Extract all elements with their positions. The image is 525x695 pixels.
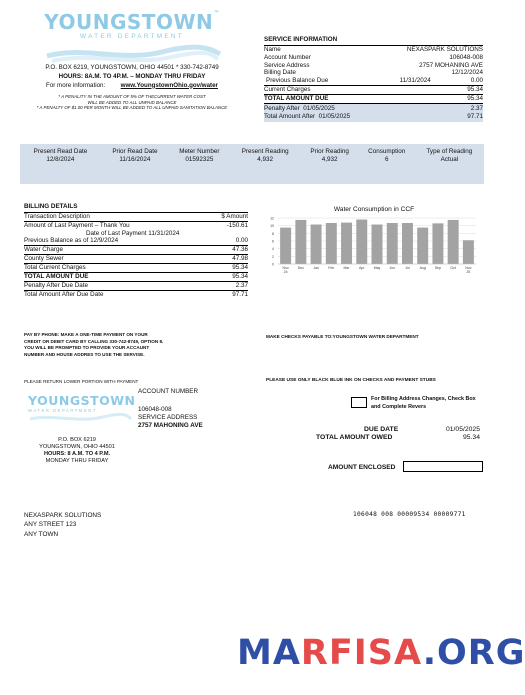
readings-value: 11/16/2024 — [119, 155, 151, 163]
consumption-chart — [264, 206, 484, 288]
mailing-line-1: NEXASPARK SOLUTIONS — [24, 512, 102, 519]
stub-logo-title: YOUNGSTOWN — [28, 393, 136, 408]
logo-subtitle: WATER DEPARTMENT — [80, 33, 184, 40]
prev-balance-billing-label: Previous Balance as of 12/9/2024 — [24, 237, 119, 245]
header-hours: HOURS: 8A.M. TO 4P.M. – MONDAY THRU FRIDAY — [58, 72, 206, 80]
checks-payable-note: MAKE CHECKS PAYABLE TO:YOUNGSTOWN WATER DEPARTMENT — [266, 334, 419, 339]
penalty-after-due-label: Penalty After Due Date — [24, 281, 89, 289]
mailing-line-2: ANY STREET 123 — [24, 521, 77, 529]
water-charge-label: Water Charge — [24, 246, 63, 254]
pay-by-phone-note: PAY BY PHONE: MAKE A ONE-TIME PAYMENT ON YOUR CREDIT OR DEBIT CARD BY CALLING 330-742-8749, OPTION 8. YOU WILL BE PROMPTED TO PROVIDE YOUR ACCAUNT NUMBER AND HOUSE ADDRES TO USE THE SERVISE. — [24, 332, 164, 357]
total-after-due-value: 97.71 — [232, 290, 248, 298]
chart-ytick-label: 10 — [270, 224, 274, 229]
readings-value: 12/8/2024 — [46, 155, 75, 163]
watermark-part-a: MA — [237, 633, 301, 673]
total-current-value: 95.34 — [232, 264, 248, 272]
chart-xtick-label: Nov 25 — [465, 266, 472, 275]
name-label: Name — [264, 45, 281, 53]
stub-city: YOUNGSTOWN, OHIO 44501 — [39, 443, 115, 450]
total-after-due-label: Total Amount After Due Date — [24, 290, 104, 298]
readings-value: 6 — [384, 155, 389, 163]
total-due-label: TOTAL AMOUNT DUE — [264, 95, 329, 103]
chart-ytick-label: 8 — [272, 232, 274, 237]
chart-xtick-label: Oct — [450, 266, 456, 271]
readings-value: 01592325 — [185, 155, 214, 163]
chart-bar — [448, 220, 459, 264]
chart-xtick-label: Dec — [297, 266, 304, 271]
logo-wave-icon — [42, 42, 222, 64]
account-value: 106048-008 — [449, 53, 483, 61]
chart-xtick-label: Mar — [343, 266, 350, 271]
chart-ytick-label: 2 — [272, 255, 274, 260]
readings-value-row — [20, 156, 484, 164]
billing-total-due-value: 95.34 — [232, 272, 248, 280]
stub-logo-wave-icon — [28, 413, 132, 423]
chart-xtick-label: Sep — [434, 266, 442, 271]
info-label: For more information: — [46, 81, 106, 89]
chart-xtick-label: Jan — [313, 266, 319, 271]
stub-hours: HOURS: 8 A.M. TO 4 P.M. — [43, 450, 111, 457]
watermark — [237, 632, 525, 676]
last-payment-value: -150.61 — [226, 221, 248, 229]
service-address-value: 2757 MOHANING AVE — [419, 61, 483, 69]
chart-bar — [432, 224, 443, 265]
chart-xtick-label: Feb — [328, 266, 335, 271]
stub-po-box: P.O. BOX 6219 — [58, 437, 96, 443]
info-link[interactable]: www.YoungstownOhio.gov/water — [120, 81, 218, 89]
total-after-value: 97.71 — [467, 112, 483, 120]
total-after-label: Total Amount After — [264, 112, 316, 120]
water-charge-value: 47.36 — [232, 246, 248, 254]
penalty-after-date: 01/05/2025 — [303, 104, 335, 112]
amount-enclosed-label: AMOUNT ENCLOSED — [328, 464, 396, 471]
due-date-value: 01/05/2025 — [445, 426, 480, 433]
prev-balance-label: Previous Balance Due — [266, 77, 329, 85]
stub-account-value: 106048-008 — [138, 405, 172, 413]
stub-days: MONDAY THRU FRIDAY — [45, 457, 109, 464]
readings-header: Prior Reading — [310, 148, 349, 155]
stub-service-value: 2757 MAHONING AVE — [138, 421, 203, 429]
chart-bar — [402, 223, 413, 264]
chart-xtick-label: Jun — [389, 266, 396, 271]
account-label: Account Number — [264, 53, 311, 61]
logo — [42, 10, 222, 64]
stub-service-label: SERVICE ADDRESS — [138, 413, 198, 421]
chart-bar — [326, 223, 337, 264]
penalty-after-due-value: 2.37 — [235, 281, 248, 289]
logo-title: YOUNGSTOWN — [44, 10, 214, 34]
readings-header: Meter Number — [179, 148, 220, 155]
chart-bar — [311, 225, 322, 264]
penalty-after-value: 2.37 — [470, 104, 483, 112]
service-address-label: Service Address — [264, 61, 310, 69]
readings-header: Type of Reading — [426, 148, 473, 155]
chart-bar — [372, 225, 383, 264]
chart-bar — [417, 228, 428, 264]
penalty-note-1a: * A PENALITY IN THE AMOUNT OF 5% OF THECURRENT WATER COST — [58, 94, 206, 100]
total-current-label: Total Current Charges — [24, 264, 86, 272]
due-date-label: DUE DATE — [364, 426, 399, 433]
prev-balance-billing-value: 0.00 — [235, 237, 248, 245]
county-sewer-label: County Sewer — [24, 255, 64, 263]
total-owed-value: 95.34 — [462, 434, 480, 442]
readings-value: 4,932 — [257, 155, 274, 163]
chart-ytick-label: 6 — [272, 239, 274, 244]
billing-details — [24, 203, 248, 298]
chart-ytick-label: 0 — [272, 262, 274, 267]
chart-bar — [387, 223, 398, 264]
chart-bar — [280, 228, 291, 264]
chart-xtick-label: May — [373, 266, 381, 271]
name-value: NEXASPARK SOLUTIONS — [406, 45, 483, 53]
service-info-title: SERVICE INFORMATION — [264, 36, 483, 46]
penalty-after-label: Penalty After — [264, 104, 300, 112]
total-after-date: 01/05/2025 — [318, 112, 351, 120]
current-charges-label: Current Charges — [264, 86, 311, 94]
prev-balance-value: 0.00 — [470, 77, 483, 85]
billing-total-due-label: TOTAL AMOUNT DUE — [24, 272, 89, 280]
chart-bar — [356, 220, 367, 264]
watermark-part-c: .ORG — [422, 633, 525, 673]
readings-header: Prior Read Date — [112, 148, 158, 155]
chart-xtick-label: Jul — [405, 266, 410, 271]
readings-value: Actual — [440, 155, 459, 163]
county-sewer-value: 47.98 — [232, 255, 248, 263]
billing-title: BILLING DETAILS — [24, 203, 248, 213]
billing-date-value: 12/12/2024 — [451, 69, 483, 77]
chart-bar — [463, 240, 474, 264]
address-change-text: For Billing Address Changes, Check Box and Complete Revers — [371, 396, 476, 410]
stub-logo — [28, 393, 136, 423]
chart-ytick-label: 4 — [272, 247, 274, 252]
chart-plot — [264, 214, 484, 284]
mailing-line-3: ANY TOWN — [24, 530, 59, 538]
ink-note: PLEASE USE ONLY BLACK BLUE INK ON CHECKS AND PAYMENT STUBS — [266, 378, 436, 383]
chart-xtick-label: Aug — [419, 266, 426, 271]
total-owed-label: TOTAL AMOUNT OWED — [316, 434, 393, 442]
chart-xtick-label: Apr — [359, 266, 365, 271]
total-due-value: 95.34 — [467, 95, 483, 103]
stub-logo-subtitle: WATER DEPARTMENT — [28, 407, 97, 413]
header-address: P.O. BOX 6219, YOUNGSTOWN, OHIO 44501 * 330-742-8749 — [45, 64, 219, 71]
last-payment-date: Date of Last Payment 11/31/2024 — [86, 229, 180, 237]
watermark-part-b: RFISA — [300, 633, 423, 673]
amount-enclosed-input[interactable] — [403, 461, 483, 472]
return-portion-note: PLEASE RETURN LOWER PORTION WITH PAYMENT — [24, 379, 139, 384]
readings-header: Consumption — [368, 148, 406, 155]
chart-xtick-label: Nov 24 — [282, 266, 289, 275]
readings-value: 4,932 — [321, 155, 338, 163]
chart-title: Water Consumption in CCF — [333, 206, 415, 213]
chart-bar — [341, 223, 352, 264]
prev-balance-date: 11/31/2024 — [399, 77, 431, 85]
readings-header: Present Read Date — [33, 148, 88, 155]
chart-ytick-label: 12 — [270, 216, 274, 221]
readings-header-row — [20, 148, 484, 156]
chart-bar — [295, 220, 306, 264]
logo-tm: ™ — [213, 10, 220, 17]
penalty-note-1b: WILL BE ADDED TO ALL UNPAID BALANCE — [87, 99, 177, 105]
readings-band — [20, 144, 484, 184]
stub-account-label: ACCOUNT NUMBER — [138, 388, 199, 395]
penalty-note-2: * A PENALTY OF $1.00 PER MONTH WILL BE ADDED TO ALL UNPAID SANITATION BALANCE — [36, 105, 228, 111]
service-info-box — [264, 36, 483, 122]
address-change-checkbox[interactable] — [351, 397, 367, 408]
billing-date-label: Billing Date — [264, 69, 296, 77]
micr-scanline: 106048 008 00009534 00009771 — [353, 511, 466, 518]
current-charges-value: 95.34 — [467, 86, 483, 94]
readings-header: Present Reading — [241, 148, 289, 155]
last-payment-label: Amount of Last Payment – Thank You — [24, 221, 130, 229]
billing-col-amount: $ Amount — [221, 212, 248, 220]
billing-col-desc: Transaction Description — [24, 212, 90, 220]
